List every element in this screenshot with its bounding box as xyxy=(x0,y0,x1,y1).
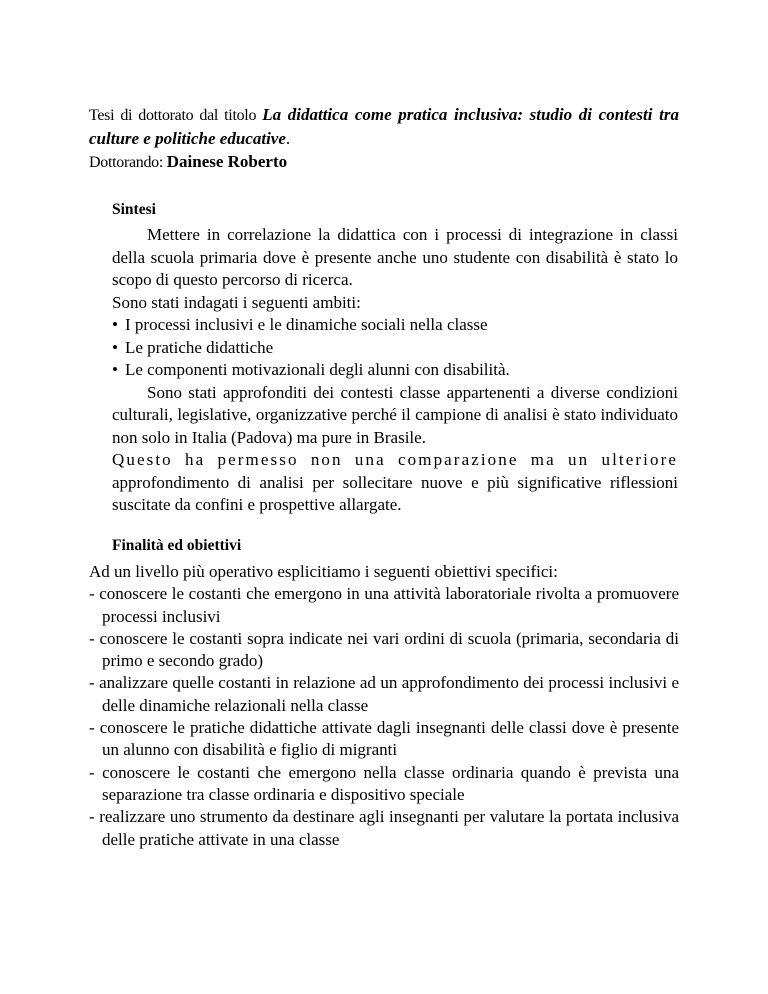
list-item-text: I processi inclusivi e le dinamiche sociali nella classe xyxy=(125,315,488,334)
list-item xyxy=(112,337,678,360)
doctorate-line xyxy=(89,150,679,174)
bullet-icon: • xyxy=(112,315,118,334)
bullet-icon: • xyxy=(112,360,118,379)
list-item: - realizzare uno strumento da destinare agli insegnanti per valutare la portata inclusiva delle pratiche attivate in una classe xyxy=(89,807,679,849)
doctorate-label: Dottorando: xyxy=(89,154,167,171)
list-item: - analizzare quelle costanti in relazione ad un approfondimento dei processi inclusivi e delle dinamiche relazionali nella classe xyxy=(89,673,679,715)
sintesi-ambiti-intro: Sono stati indagati i seguenti ambiti: xyxy=(112,292,361,312)
list-item: - conoscere le costanti sopra indicate nei vari ordini di scuola (primaria, secondaria di primo e secondo grado) xyxy=(89,628,679,671)
doctorate-name: Dainese Roberto xyxy=(166,152,288,171)
list-item-text: Le componenti motivazionali degli alunni con disabilità. xyxy=(125,360,510,379)
thesis-title-line xyxy=(89,103,679,150)
list-item: - conoscere le costanti che emergono in una attività laboratoriale rivolta a promuovere processi inclusivi xyxy=(89,584,679,626)
finalita-section xyxy=(89,561,679,851)
list-item-text: Le pratiche didattiche xyxy=(125,337,274,357)
thesis-title: La didattica come pratica inclusiva: studio di contesti tra culture e politiche educative xyxy=(89,105,679,148)
list-item: - conoscere le costanti che emergono nella classe ordinaria quando è prevista una separazione tra classe ordinaria e dispositivo speciale xyxy=(89,762,679,804)
ambiti-list xyxy=(112,314,678,382)
list-item xyxy=(112,359,678,382)
sintesi-comparazione xyxy=(112,449,678,517)
list-item xyxy=(112,314,678,337)
bullet-icon: • xyxy=(112,337,118,357)
sintesi-section xyxy=(112,199,678,517)
sintesi-approfondimento: Sono stati approfonditi dei contesti classe appartenenti a diverse condizioni culturali, legislative, organizzative perché il campione di analisi è stato individuato non solo in Italia (Padova) ma pure in Brasile. xyxy=(112,382,678,447)
list-item: - conoscere le pratiche didattiche attivate dagli insegnanti delle classi dove è presente un alunno con disabilità e figlio di migranti xyxy=(89,718,679,760)
finalita-intro: Ad un livello più operativo esplicitiamo i seguenti obiettivi specifici: xyxy=(89,562,558,581)
thesis-title-suffix: . xyxy=(285,129,291,148)
sintesi-intro: Mettere in correlazione la didattica con i processi di integrazione in classi della scuola primaria dove è presente anche uno studente con disabilità è stato lo scopo di questo percorso di ricerca. xyxy=(112,225,678,289)
objectives-list xyxy=(89,583,679,851)
thesis-title-prefix: Tesi di dottorato dal titolo xyxy=(89,107,263,124)
finalita-heading: Finalità ed obiettivi xyxy=(112,537,242,554)
document-header xyxy=(89,103,679,174)
sintesi-comparazione-rest: approfondimento di analisi per sollecitare nuove e più significative riflessioni suscitate da confini e prospettive allargate. xyxy=(112,472,678,514)
sintesi-heading: Sintesi xyxy=(112,201,156,218)
sintesi-comparazione-spaced: Questo ha permesso non una comparazione ma un ulteriore xyxy=(112,450,678,469)
